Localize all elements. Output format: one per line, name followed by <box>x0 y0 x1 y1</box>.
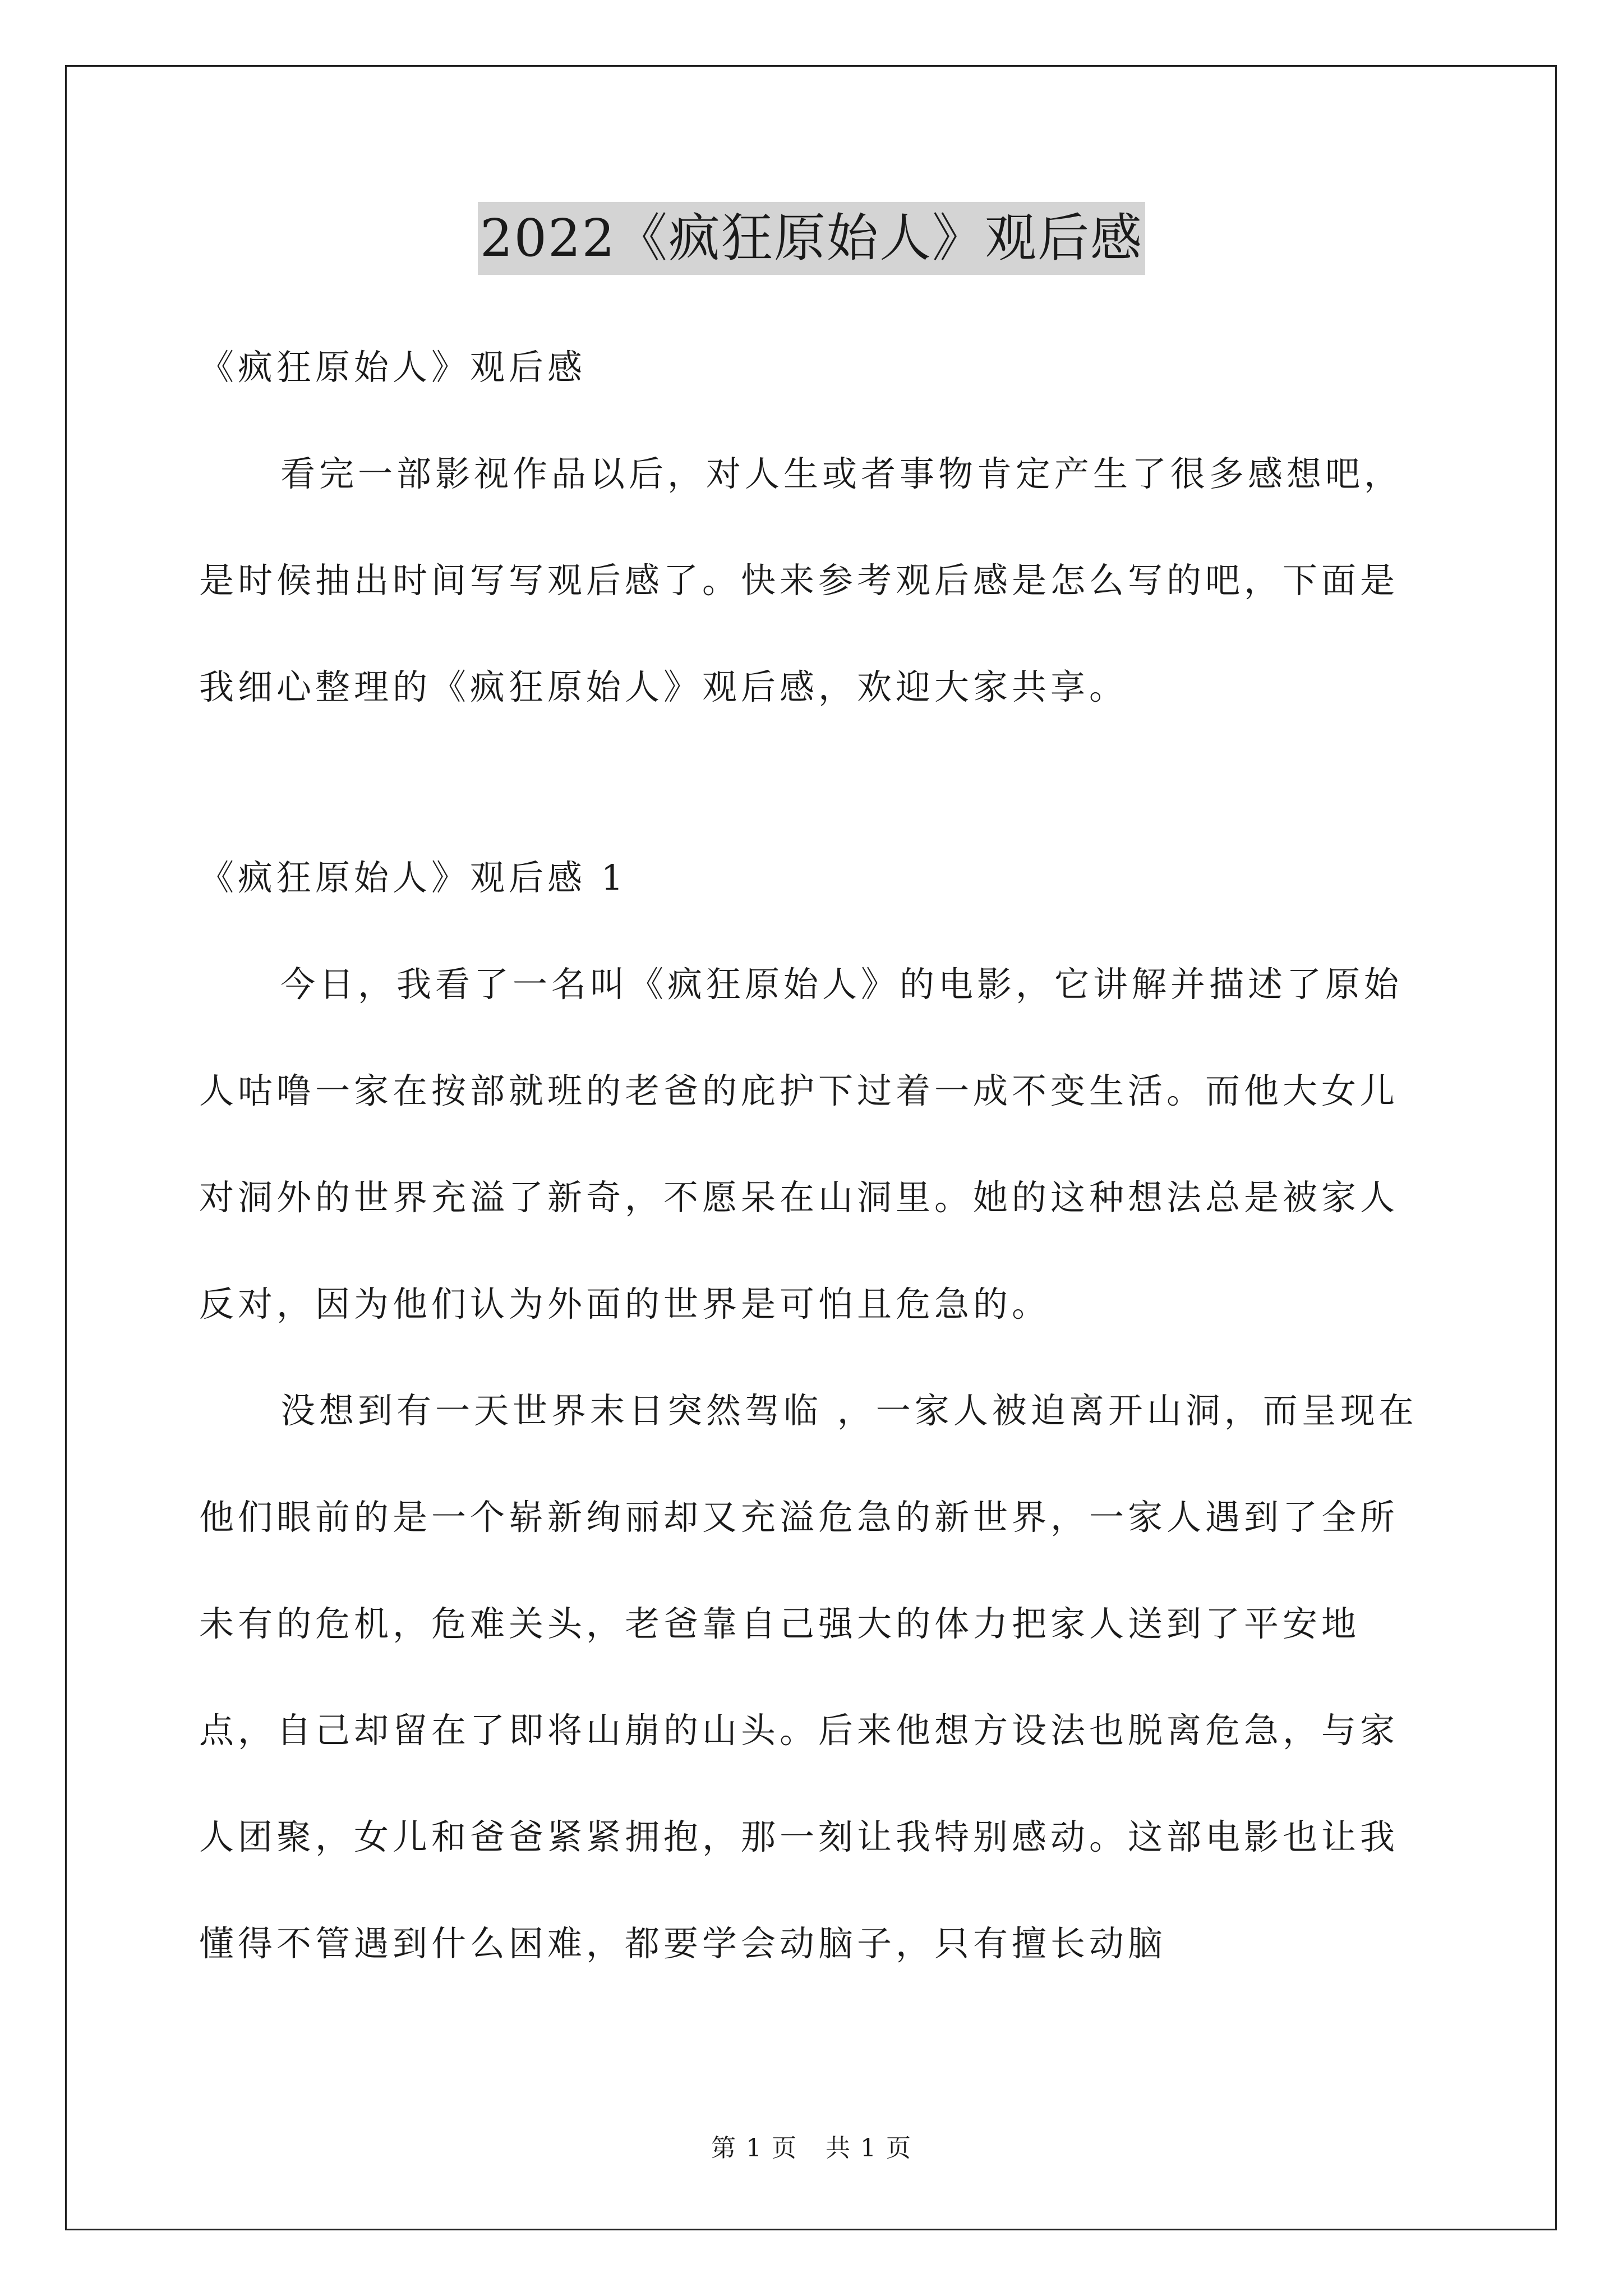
section-paragraph-1: 今日，我看了一名叫《疯狂原始人》的电影，它讲解并描述了原始人咕噜一家在按部就班的老爸的庇护下过着一成不变生活。而他大女儿对洞外的世界充溢了新奇，不愿呆在山洞里。她的这种想法总是被家人反对，因为他们认为外面的世界是可怕且危急的。 <box>199 964 1403 1324</box>
page-number: 第 1 页 <box>711 2134 797 2162</box>
document-title: 2022《疯狂原始人》观后感 <box>478 202 1145 275</box>
section-spacer <box>199 740 1433 825</box>
intro-heading: 《疯狂原始人》观后感 <box>199 347 587 388</box>
intro-paragraph: 看完一部影视作品以后，对人生或者事物肯定产生了很多感想吧，是时候抽出时间写写观后感了。快来参考观后感是怎么写的吧，下面是我细心整理的《疯狂原始人》观后感，欢迎大家共享。 <box>199 453 1403 707</box>
section-heading: 《疯狂原始人》观后感 1 <box>199 857 628 898</box>
page-total: 共 1 页 <box>826 2134 912 2162</box>
section-paragraph-2: 没想到有一天世界末日突然驾临 ，一家人被迫离开山洞，而呈现在他们眼前的是一个崭新绚丽却又充溢危急的新世界，一家人遇到了全所未有的危机，危难关头，老爸靠自己强大的体力把家人送到了平安地点，自己却留在了即将山崩的山头。后来他想方设法也脱离危急，与家人团聚，女儿和爸爸紧紧拥抱，那一刻让我特别感动。这部电影也让我懂得不管遇到什么困难，都要学会动脑子，只有擅长动脑 <box>199 1390 1418 1964</box>
document-body <box>199 314 1433 1997</box>
title-container <box>0 202 1623 275</box>
page-footer <box>0 2132 1623 2165</box>
